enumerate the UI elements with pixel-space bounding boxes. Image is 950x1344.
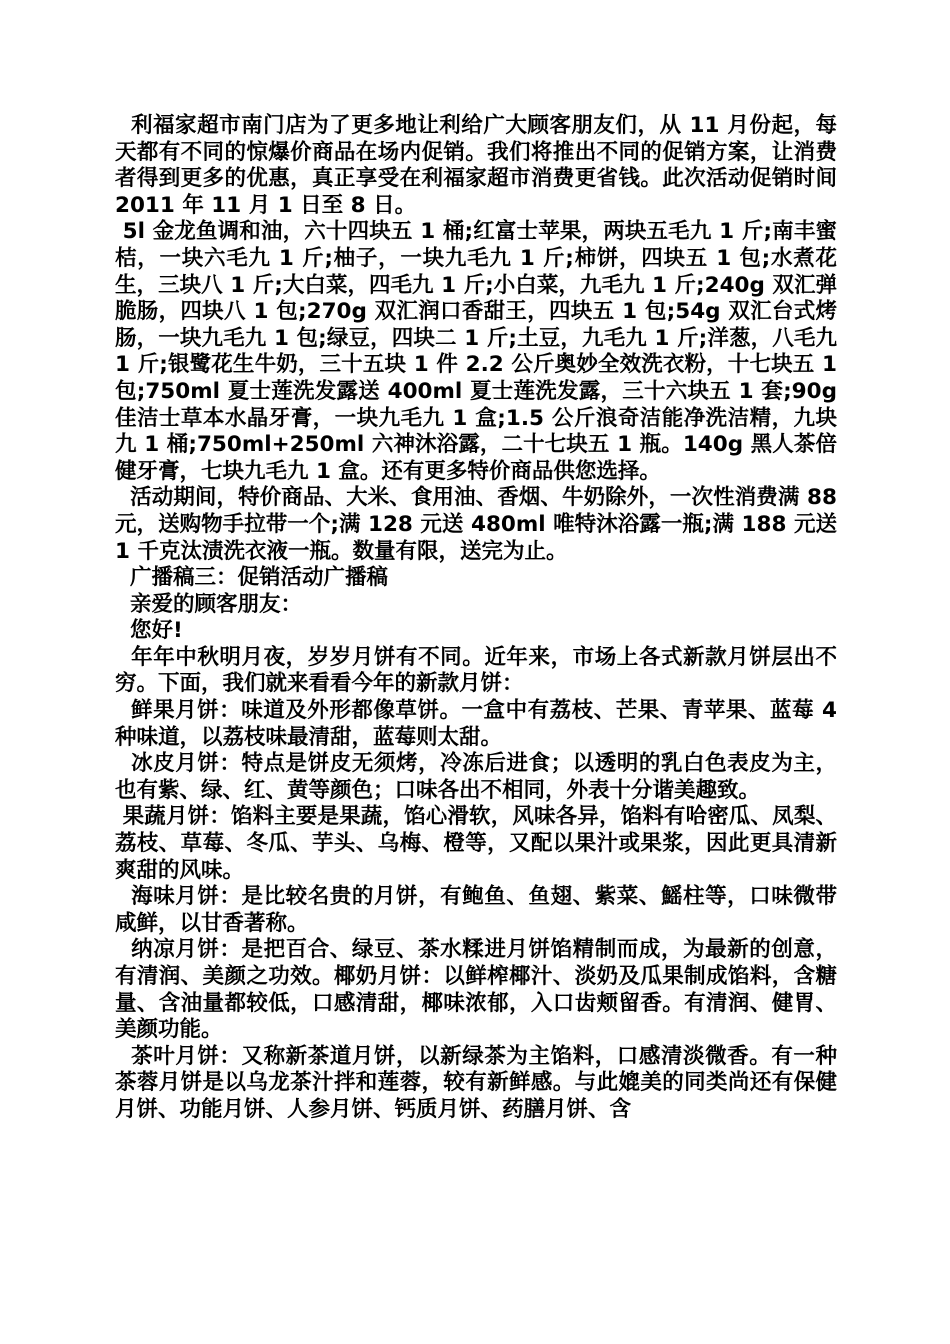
paragraph-cooling-mooncake: 纳凉月饼：是把百合、绿豆、茶水糅进月饼馅精制而成，为最新的创意，有清润、美颜之功效。椰奶月饼：以鲜榨椰汁、淡奶及瓜果制成馅料，含糖量、含油量都较低，口感清甜，椰味浓郁，入口齿颊留香。有清润、健胃、美颜功能。 — [115, 937, 837, 1043]
paragraph-gift-offer: 活动期间，特价商品、大米、食用油、香烟、牛奶除外，一次性消费满 88 元，送购物手拉带一个;满 128 元送 480ml 唯特沐浴露一瓶;满 188 元送 1 千克汰渍洗衣液一瓶。数量有限，送完为止。 — [115, 485, 845, 564]
greeting: 您好! — [115, 618, 183, 644]
paragraph-fresh-fruit-mooncake: 鲜果月饼：味道及外形都像草饼。一盒中有荔枝、芒果、青苹果、蓝莓 4 种味道，以荔枝味最清甜，蓝莓则太甜。 — [115, 698, 845, 750]
salutation: 亲爱的顾客朋友： — [115, 591, 302, 617]
document-page — [115, 113, 845, 1124]
paragraph-snowskin-mooncake: 冰皮月饼：特点是饼皮无须烤，冷冻后进食；以透明的乳白色表皮为主，也有紫、绿、红、黄等颜色；口味各出不相同，外表十分谐美趣致。 — [115, 751, 837, 803]
paragraph-promotion-intro: 利福家超市南门店为了更多地让利给广大顾客朋友们，从 11 月份起，每天都有不同的惊爆价商品在场内促销。我们将推出不同的促销方案，让消费者得到更多的优惠，真正享受在利福家超市消费更省钱。此次活动促销时间 2011 年 11 月 1 日至 8 日。 — [115, 113, 845, 218]
paragraph-tea-mooncake: 茶叶月饼：又称新茶道月饼，以新绿茶为主馅料，口感清淡微香。有一种茶蓉月饼是以乌龙茶汁拌和莲蓉，较有新鲜感。与此媲美的同类尚还有保健月饼、功能月饼、人参月饼、钙质月饼、药膳月饼、含 — [115, 1043, 837, 1122]
paragraph-fruit-veg-mooncake: 果蔬月饼：馅料主要是果蔬，馅心滑软，风味各异，馅料有哈密瓜、凤梨、荔枝、草莓、冬瓜、芋头、乌梅、橙等，又配以果汁或果浆，因此更具清新爽甜的风味。 — [115, 804, 837, 883]
paragraph-seafood-mooncake: 海味月饼：是比较名贵的月饼，有鲍鱼、鱼翅、紫菜、鰩柱等，口味微带咸鲜，以甘香著称。 — [115, 884, 837, 936]
paragraph-price-list: 5l 金龙鱼调和油，六十四块五 1 桶;红富士苹果，两块五毛九 1 斤;南丰蜜桔，一块六毛九 1 斤;柚子，一块九毛九 1 斤;柿饼，四块五 1 包;水煮花生，三块八 1 斤;大白菜，四毛九 1 斤;小白菜，九毛九 1 斤;240g 双汇弹脆肠，四块八 1 包;270g 双汇润口香甜王，四块五 1 包;54g 双汇台式烤肠，一块九毛九 1 包;绿豆，四块二 1 斤;土豆，九毛九 1 斤;洋葱，八毛九 1 斤;银鹭花生牛奶，三十五块 1 件 2.2 公斤奥妙全效洗衣粉，十七块五 1 包;750ml 夏士莲洗发露送 400ml 夏士莲洗发露，三十六块五 1 套;90g 佳洁士草本水晶牙膏，一块九毛九 1 盒;1.5 公斤浪奇洁能净洗洁精，九块九 1 桶;750ml+250ml 六神沐浴露，二十七块五 1 瓶。140g 黑人茶倍健牙膏，七块九毛九 1 盒。还有更多特价商品供您选择。 — [115, 219, 845, 484]
paragraph-mooncake-intro: 年年中秋明月夜，岁岁月饼有不同。近年来，市场上各式新款月饼层出不穷。下面，我们就来看看今年的新款月饼： — [115, 644, 837, 697]
section-heading: 广播稿三：促销活动广播稿 — [115, 565, 388, 591]
